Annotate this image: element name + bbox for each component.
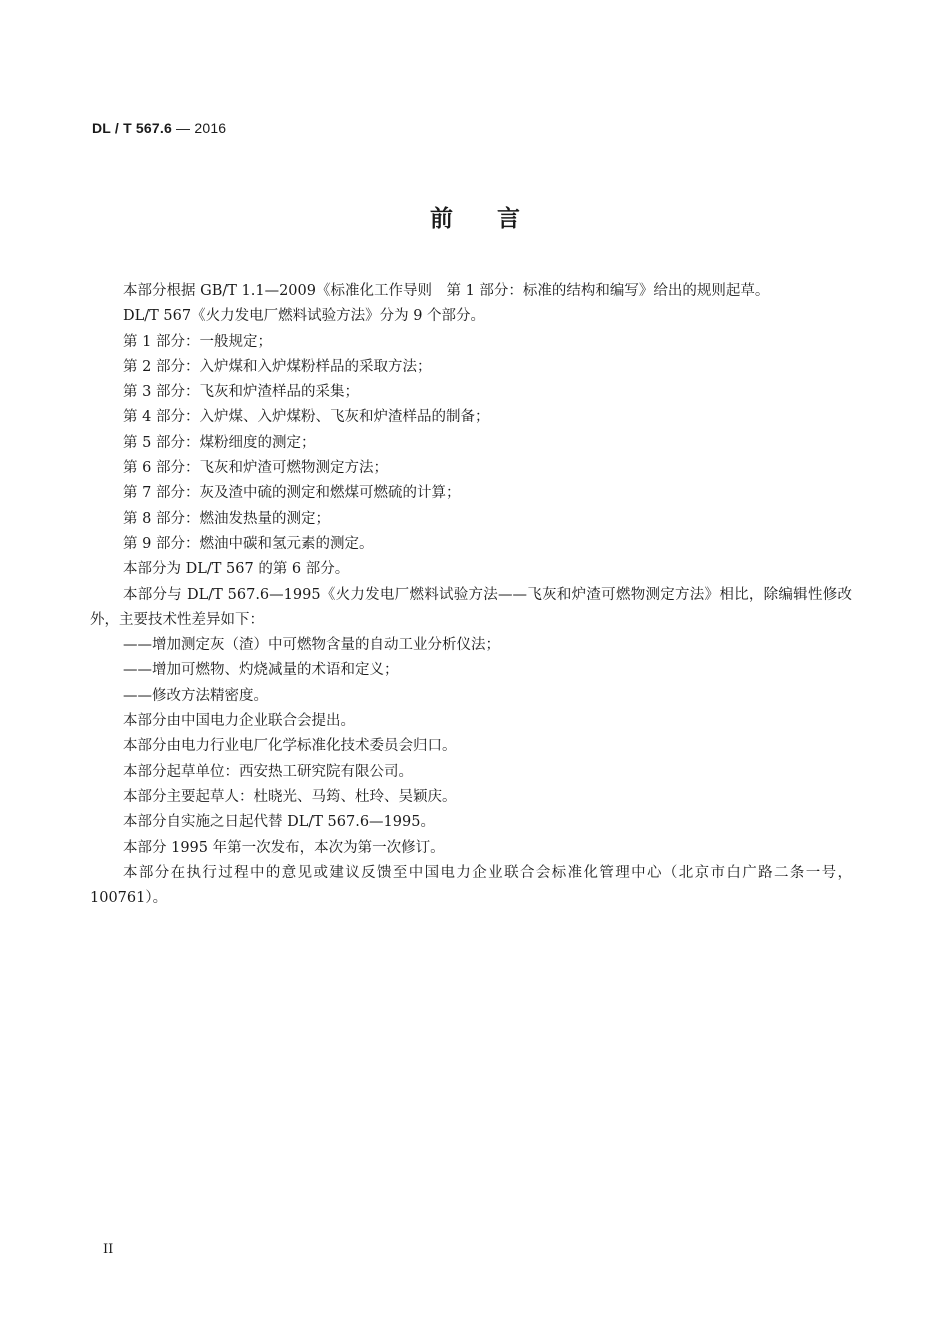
list-item-part-1: 第 1 部分：一般规定； xyxy=(123,333,272,350)
list-item-part-5: 第 5 部分：煤粉细度的测定； xyxy=(123,434,316,451)
foreword-body xyxy=(90,279,852,911)
list-item-part-9: 第 9 部分：燃油中碳和氢元素的测定。 xyxy=(123,535,374,552)
list-item-change-3: ——修改方法精密度。 xyxy=(123,687,268,704)
paragraph-proposer: 本部分由中国电力企业联合会提出。 xyxy=(123,713,355,730)
paragraph-feedback: 本部分在执行过程中的意见或建议反馈至中国电力企业联合会标准化管理中心（北京市白广路二条一号，100761）。 xyxy=(90,864,852,907)
page-title: 前言 xyxy=(430,206,564,232)
document-code-number: DL / T 567.6 xyxy=(92,120,172,136)
page-number: II xyxy=(103,1242,114,1257)
list-item-part-4: 第 4 部分：入炉煤、入炉煤粉、飞灰和炉渣样品的制备； xyxy=(123,409,490,426)
list-item-change-2: ——增加可燃物、灼烧减量的术语和定义； xyxy=(123,662,399,679)
paragraph-history: 本部分 1995 年第一次发布，本次为第一次修订。 xyxy=(123,839,445,856)
list-item-change-1: ——增加测定灰（渣）中可燃物含量的自动工业分析仪法； xyxy=(123,637,500,654)
document-code-year: — 2016 xyxy=(171,120,227,136)
list-item-part-8: 第 8 部分：燃油发热量的测定； xyxy=(123,510,330,527)
list-item-part-7: 第 7 部分：灰及渣中硫的测定和燃煤可燃硫的计算； xyxy=(123,485,461,502)
paragraph-series-overview: DL/T 567《火力发电厂燃料试验方法》分为 9 个部分。 xyxy=(123,308,486,325)
paragraph-comparison: 本部分与 DL/T 567.6—1995《火力发电厂燃料试验方法——飞灰和炉渣可燃物测定方法》相比，除编辑性修改外，主要技术性差异如下： xyxy=(90,586,852,628)
document-code xyxy=(92,120,226,136)
paragraph-drafters: 本部分主要起草人：杜晓光、马筠、杜玲、吴颖庆。 xyxy=(123,788,457,805)
list-item-part-3: 第 3 部分：飞灰和炉渣样品的采集； xyxy=(123,384,359,401)
paragraph-this-part: 本部分为 DL/T 567 的第 6 部分。 xyxy=(123,561,350,578)
paragraph-committee: 本部分由电力行业电厂化学标准化技术委员会归口。 xyxy=(123,738,457,755)
paragraph-replaces: 本部分自实施之日起代替 DL/T 567.6—1995。 xyxy=(123,814,435,831)
paragraph-drafting-unit: 本部分起草单位：西安热工研究院有限公司。 xyxy=(123,763,413,780)
list-item-part-6: 第 6 部分：飞灰和炉渣可燃物测定方法； xyxy=(123,460,388,477)
list-item-part-2: 第 2 部分：入炉煤和入炉煤粉样品的采取方法； xyxy=(123,358,432,375)
paragraph-drafting-rules: 本部分根据 GB/T 1.1—2009《标准化工作导则 第 1 部分：标准的结构和编写》给出的规则起草。 xyxy=(123,283,770,299)
